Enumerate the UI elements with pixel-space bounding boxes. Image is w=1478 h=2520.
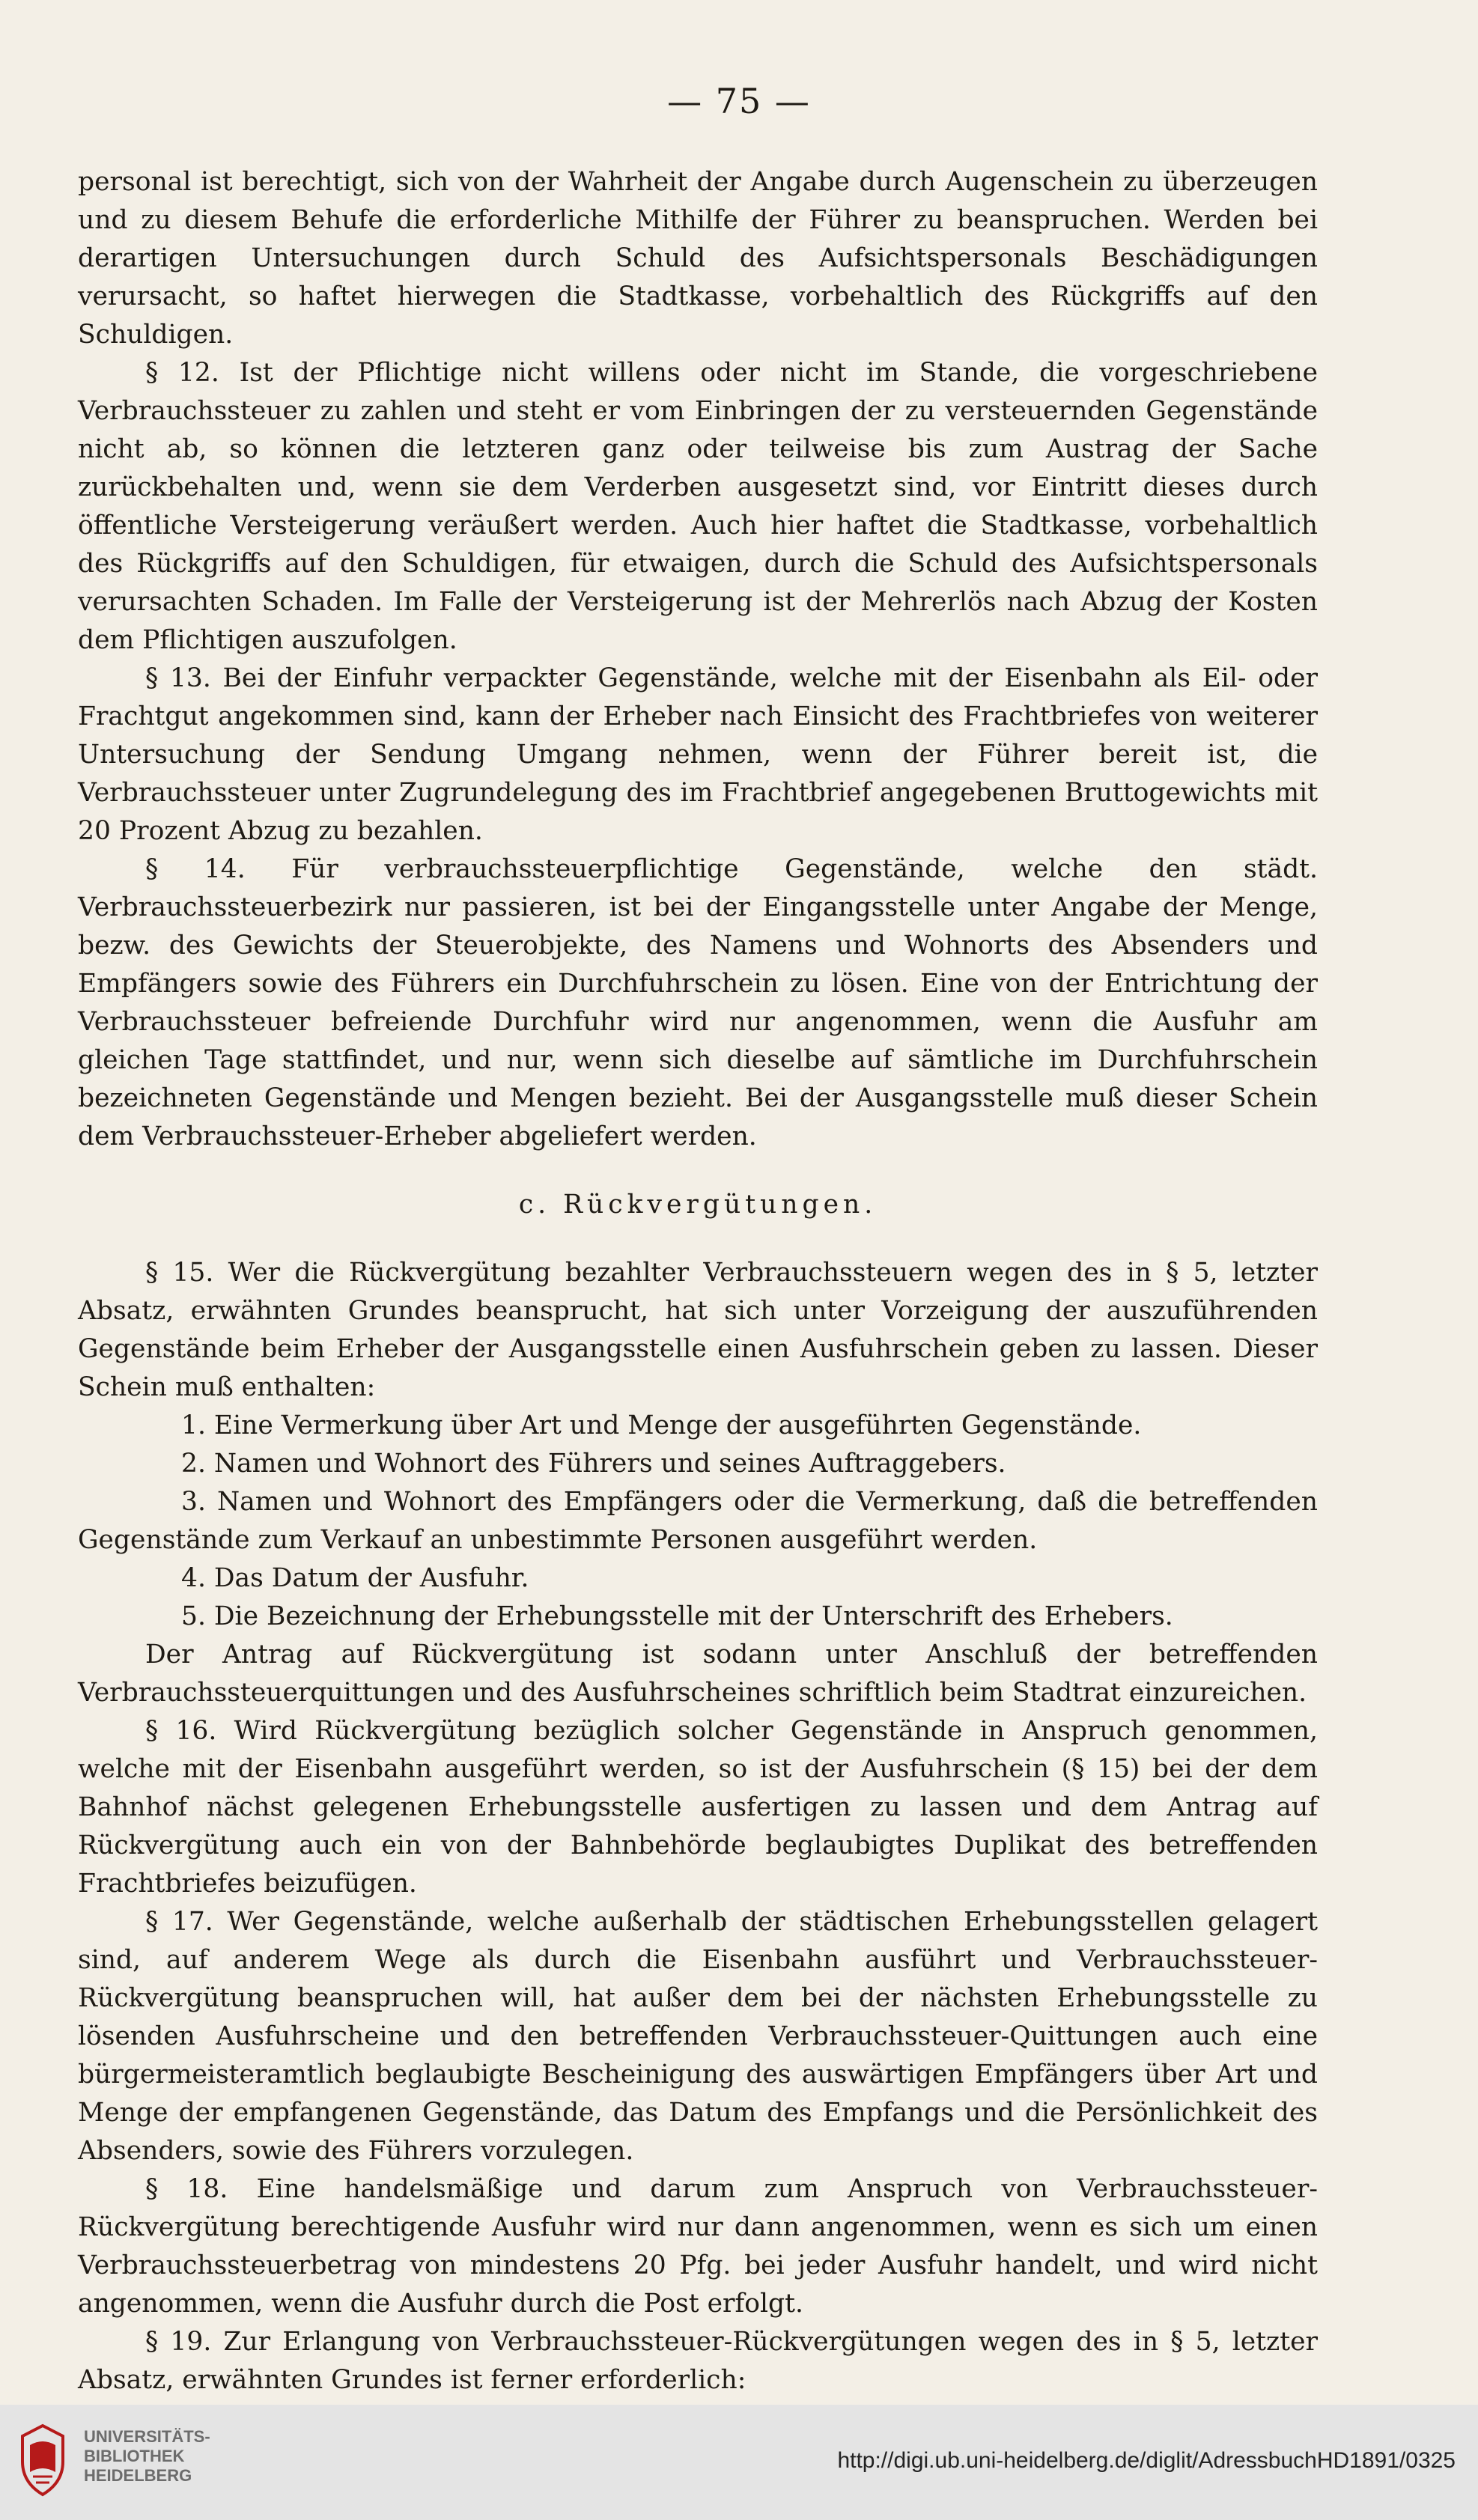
library-name-line: UNIVERSITÄTS-: [84, 2427, 210, 2446]
paragraph-section-15: § 15. Wer die Rückvergütung bezahlter Verbrauchssteuern wegen des in § 5, letzter Absatz, erwähnten Grundes beansprucht, hat sich unter Vorzeigung der auszuführenden Gegenstände beim Erheber der Ausgangsstelle einen Ausfuhrschein geben zu lassen. Dieser Schein muß enthalten:: [78, 1258, 1318, 1402]
university-library-logo-icon: [16, 2423, 69, 2498]
source-url-link[interactable]: http://digi.ub.uni-heidelberg.de/diglit/AdressbuchHD1891/0325: [837, 2448, 1456, 2473]
library-name-line: BIBLIOTHEK: [84, 2447, 185, 2465]
paragraph-section-16: § 16. Wird Rückvergütung bezüglich solcher Gegenstände in Anspruch genommen, welche mit der Eisenbahn ausgeführt werden, so ist der Ausfuhrschein (§ 15) bei der dem Bahnhof nächst gelegenen Erhebungsstelle ausfertigen zu lassen und dem Antrag auf Rückvergütung auch ein von der Bahnbehörde beglaubigtes Duplikat des betreffenden Frachtbriefes beizufügen.: [78, 1716, 1318, 1899]
paragraph-section-15-continued: Der Antrag auf Rückvergütung ist sodann unter Anschluß der betreffenden Verbrauchssteuerquittungen und des Ausfuhrscheines schriftlich beim Stadtrat einzureichen.: [78, 1640, 1318, 1708]
paragraph-section-13: § 13. Bei der Einfuhr verpackter Gegenstände, welche mit der Eisenbahn als Eil- oder Frachtgut angekommen sind, kann der Erheber nach Einsicht des Frachtbriefes von weiterer Untersuchung der Sendung Umgang nehmen, wenn der Führer bereit ist, die Verbrauchssteuer unter Zugrundelegung des im Frachtbrief angegebenen Bruttogewichts mit 20 Prozent Abzug zu bezahlen.: [78, 663, 1318, 846]
section-heading: c. Rückvergütungen.: [518, 1190, 878, 1220]
list-item: 2. Namen und Wohnort des Führers und seines Auftraggebers.: [181, 1449, 1006, 1479]
paragraph-continuation: personal ist berechtigt, sich von der Wahrheit der Angabe durch Augenschein zu überzeugen und zu diesem Behufe die erforderliche Mithilfe der Führer zu beanspruchen. Werden bei derartigen Untersuchungen durch Schuld des Aufsichtspersonals Beschädigungen verursacht, so haftet hierwegen die Stadtkasse, vorbehaltlich des Rückgriffs auf den Schuldigen.: [78, 167, 1318, 350]
footer-bar: [0, 2405, 1478, 2520]
library-name: [84, 2427, 210, 2486]
paragraph-section-12: § 12. Ist der Pflichtige nicht willens oder nicht im Stande, die vorgeschriebene Verbrauchssteuer zu zahlen und steht er vom Einbringen der zu versteuernden Gegenstände nicht ab, so können die letzteren ganz oder teilweise bis zum Austrag der Sache zurückbehalten und, wenn sie dem Verderben ausgesetzt sind, vor Eintritt dieses durch öffentliche Versteigerung veräußert werden. Auch hier haftet die Stadtkasse, vorbehaltlich des Rückgriffs auf den Schuldigen, für etwaigen, durch die Schuld des Aufsichtspersonals verursachten Schaden. Im Falle der Versteigerung ist der Mehrerlös nach Abzug der Kosten dem Pflichtigen auszufolgen.: [78, 358, 1318, 655]
list-item: 4. Das Datum der Ausfuhr.: [181, 1563, 529, 1593]
paragraph-section-19: § 19. Zur Erlangung von Verbrauchssteuer-Rückvergütungen wegen des in § 5, letzter Absatz, erwähnten Grundes ist ferner erforderlich:: [78, 2327, 1318, 2395]
paragraph-section-18: § 18. Eine handelsmäßige und darum zum Anspruch von Verbrauchssteuer-Rückvergütung berechtigende Ausfuhr wird nur dann angenommen, wenn es sich um einen Verbrauchssteuerbetrag von mindestens 20 Pfg. bei jeder Ausfuhr handelt, und wird nicht angenommen, wenn die Ausfuhr durch die Post erfolgt.: [78, 2174, 1318, 2319]
list-item: 1. Eine Vermerkung über Art und Menge der ausgeführten Gegenstände.: [181, 1410, 1142, 1440]
list-item: 3. Namen und Wohnort des Empfängers oder die Vermerkung, daß die betreffenden Gegenstände zum Verkauf an unbestimmte Personen ausgeführt werden.: [78, 1487, 1318, 1555]
page-number: — 75 —: [667, 81, 811, 121]
paragraph-section-14: § 14. Für verbrauchssteuerpflichtige Gegenstände, welche den städt. Verbrauchssteuerbezirk nur passieren, ist bei der Eingangsstelle unter Angabe der Menge, bezw. des Gewichts der Steuerobjekte, des Namens und Wohnorts des Absenders und Empfängers sowie des Führers ein Durchfuhrschein zu lösen. Eine von der Entrichtung der Verbrauchssteuer befreiende Durchfuhr wird nur angenommen, wenn die Ausfuhr am gleichen Tage stattfindet, und nur, wenn sich dieselbe auf sämtliche im Durchfuhrschein bezeichneten Gegenstände und Mengen bezieht. Bei der Ausgangsstelle muß dieser Schein dem Verbrauchssteuer-Erheber abgeliefert werden.: [78, 854, 1318, 1151]
paragraph-section-17: § 17. Wer Gegenstände, welche außerhalb der städtischen Erhebungsstellen gelagert sind, auf anderem Wege als durch die Eisenbahn ausführt und Verbrauchssteuer-Rückvergütung beanspruchen will, hat außer dem bei der nächsten Erhebungsstelle zu lösenden Ausfuhrscheine und den betreffenden Verbrauchssteuer-Quittungen auch eine bürgermeisteramtlich beglaubigte Bescheinigung des auswärtigen Empfängers über Art und Menge der empfangenen Gegenstände, das Datum des Empfangs und die Persönlichkeit des Absenders, sowie des Führers vorzulegen.: [78, 1907, 1318, 2166]
document-body: [78, 163, 1318, 2476]
library-name-line: HEIDELBERG: [84, 2466, 192, 2485]
list-item: 5. Die Bezeichnung der Erhebungsstelle mit der Unterschrift des Erhebers.: [181, 1601, 1173, 1631]
